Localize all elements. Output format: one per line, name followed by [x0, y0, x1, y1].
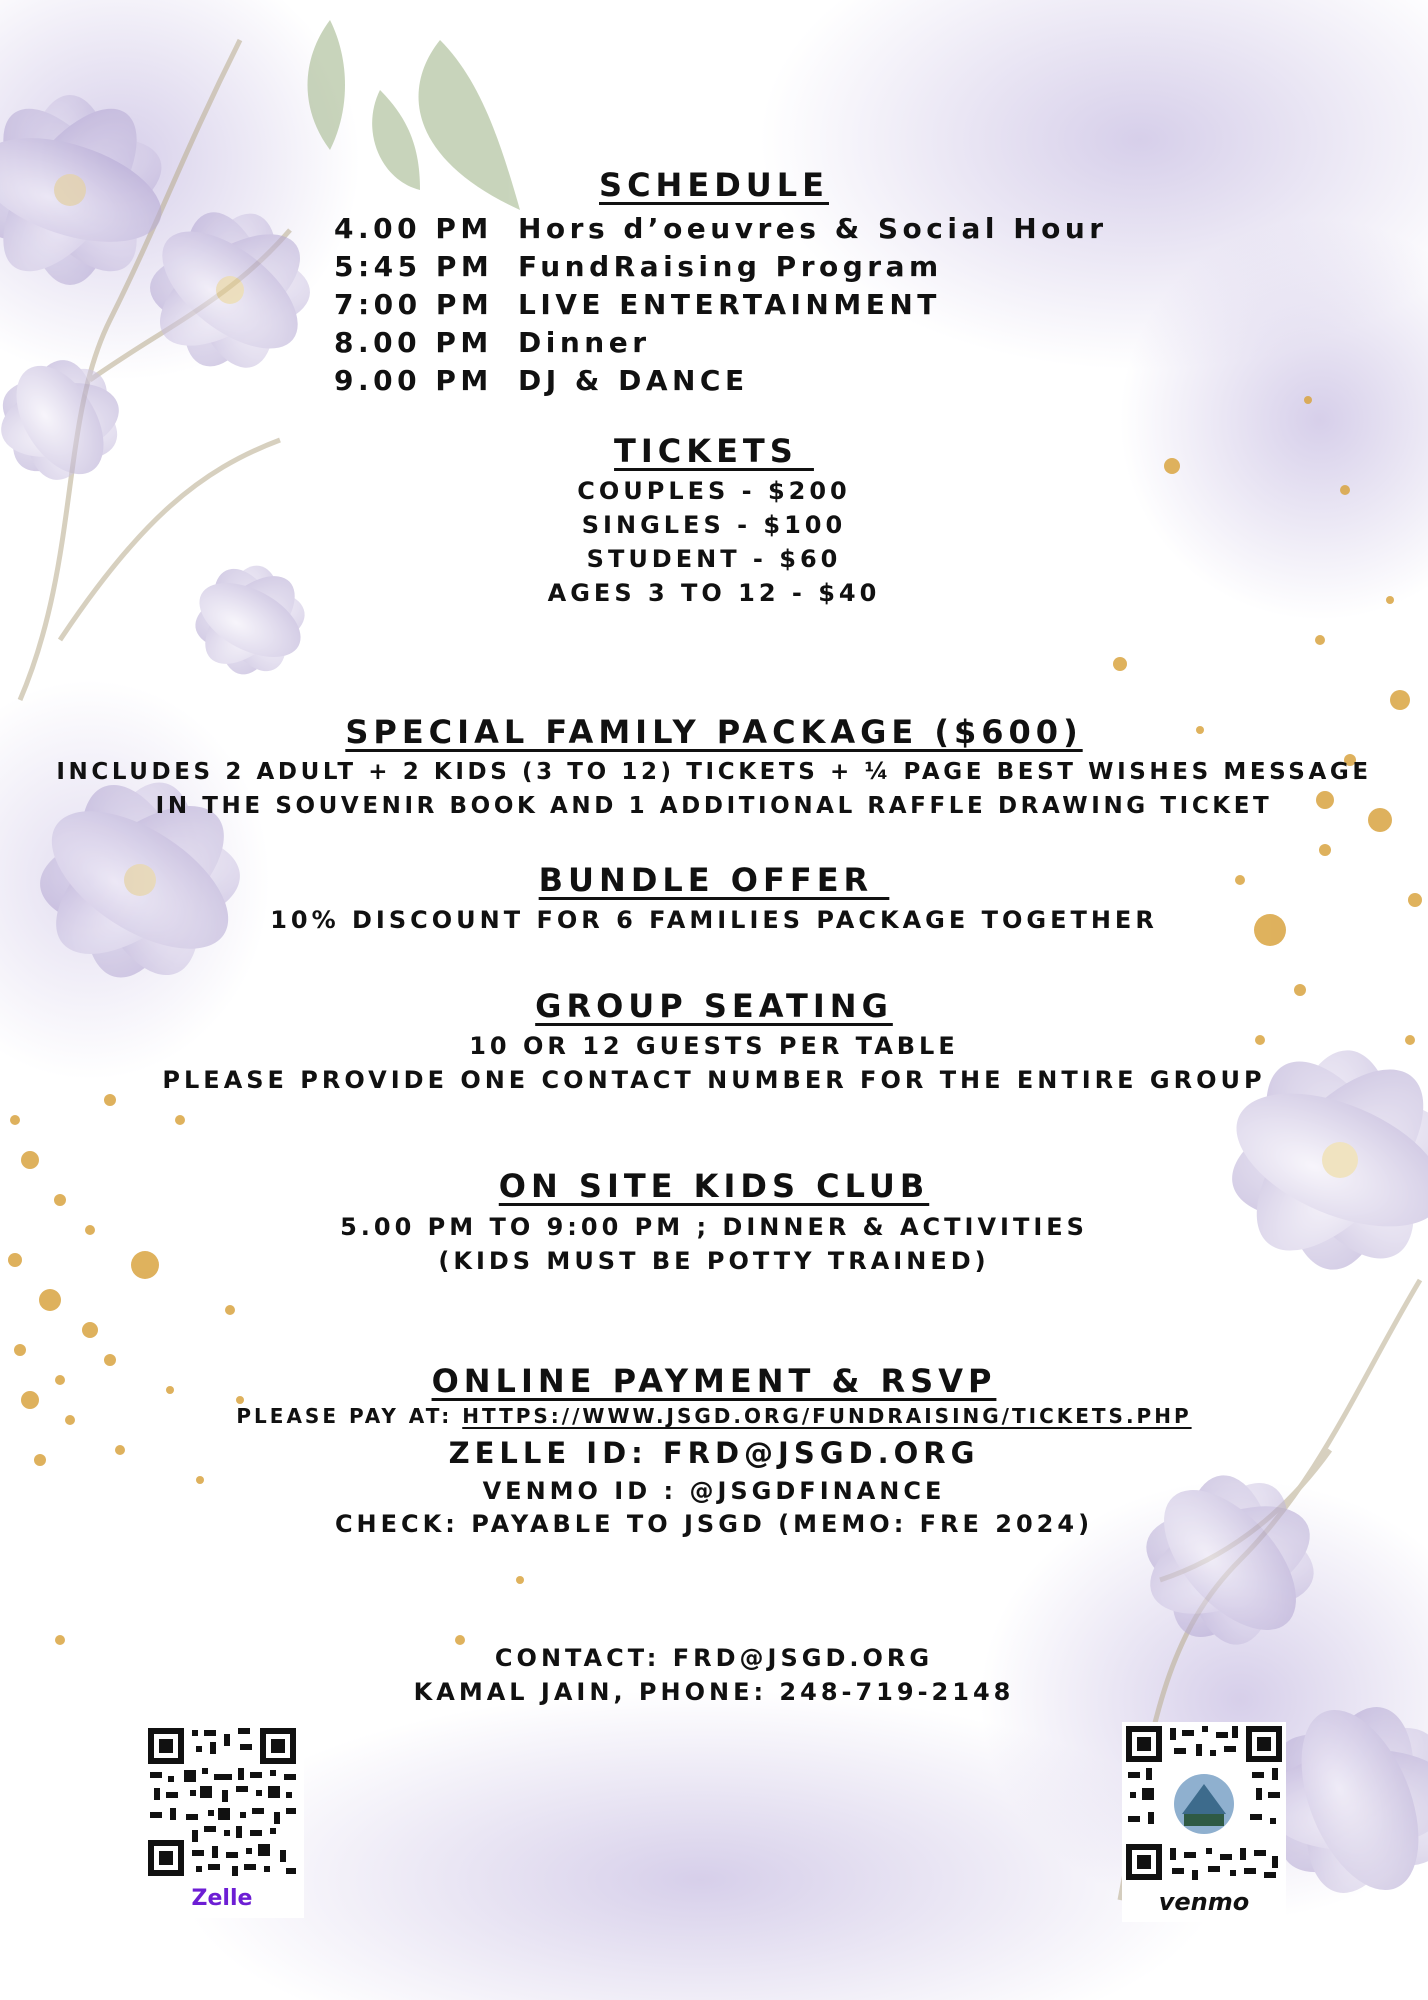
contact-phone: KAMAL JAIN, PHONE: 248-719-2148 [413, 1678, 1015, 1706]
schedule-event: Hors d’oeuvres & Social Hour [518, 212, 1108, 245]
schedule-time: 7:00 PM [334, 288, 494, 321]
bundle-offer-heading: BUNDLE OFFER [538, 861, 890, 899]
contact-email: CONTACT: FRD@JSGD.ORG [494, 1644, 934, 1672]
family-package-details: INCLUDES 2 ADULT + 2 KIDS (3 TO 12) TICKETS + ¼ PAGE BEST WISHES MESSAGE [56, 759, 1372, 785]
schedule-time: 8.00 PM [334, 326, 493, 359]
schedule-heading: SCHEDULE [599, 166, 829, 204]
tickets-heading: TICKETS [614, 432, 814, 470]
pay-at-line [0, 1404, 1428, 1428]
payment-url-link[interactable]: HTTPS://WWW.JSGD.ORG/FUNDRAISING/TICKETS.PHP [462, 1404, 1192, 1428]
pay-at-label: PLEASE PAY AT: [236, 1404, 463, 1428]
group-seating-heading: GROUP SEATING [535, 987, 893, 1025]
ticket-price: STUDENT - $60 [586, 545, 842, 573]
venmo-id: VENMO ID : @JSGDFINANCE [482, 1477, 946, 1505]
zelle-id: ZELLE ID: FRD@JSGD.ORG [448, 1436, 980, 1470]
venmo-logo: venmo [1158, 1888, 1250, 1916]
schedule-event: LIVE ENTERTAINMENT [518, 288, 941, 321]
kids-club-details: (KIDS MUST BE POTTY TRAINED) [438, 1247, 990, 1275]
family-package-details: IN THE SOUVENIR BOOK AND 1 ADDITIONAL RAFFLE DRAWING TICKET [155, 793, 1273, 819]
venmo-qr-card[interactable] [1122, 1722, 1286, 1922]
payment-heading: ONLINE PAYMENT & RSVP [431, 1362, 997, 1400]
ticket-price: SINGLES - $100 [581, 511, 847, 539]
schedule-event: Dinner [518, 326, 651, 359]
zelle-qr-code [140, 1720, 304, 1880]
zelle-qr-card[interactable] [140, 1720, 304, 1918]
schedule-row [334, 250, 943, 283]
schedule-row [334, 288, 941, 321]
schedule-time: 5:45 PM [334, 250, 494, 283]
family-package-heading: SPECIAL FAMILY PACKAGE ($600) [345, 713, 1083, 751]
ticket-price: AGES 3 TO 12 - $40 [547, 579, 881, 607]
schedule-row [334, 364, 749, 397]
group-seating-details: 10 OR 12 GUESTS PER TABLE [469, 1032, 959, 1060]
schedule-row [334, 326, 651, 359]
venmo-qr-code [1122, 1722, 1286, 1884]
schedule-event: FundRaising Program [518, 250, 943, 283]
check-payable: CHECK: PAYABLE TO JSGD (MEMO: FRE 2024) [334, 1510, 1094, 1538]
ticket-price: COUPLES - $200 [577, 477, 851, 505]
zelle-logo: Zelle [191, 1886, 253, 1911]
schedule-row [334, 212, 1108, 245]
bundle-offer-details: 10% DISCOUNT FOR 6 FAMILIES PACKAGE TOGETHER [270, 906, 1158, 934]
group-seating-details: PLEASE PROVIDE ONE CONTACT NUMBER FOR THE ENTIRE GROUP [162, 1066, 1266, 1094]
kids-club-heading: ON SITE KIDS CLUB [498, 1167, 930, 1205]
schedule-time: 9.00 PM [334, 364, 493, 397]
schedule-event: DJ & DANCE [518, 364, 749, 397]
schedule-time: 4.00 PM [334, 212, 493, 245]
kids-club-details: 5.00 PM TO 9:00 PM ; DINNER & ACTIVITIES [340, 1213, 1088, 1241]
